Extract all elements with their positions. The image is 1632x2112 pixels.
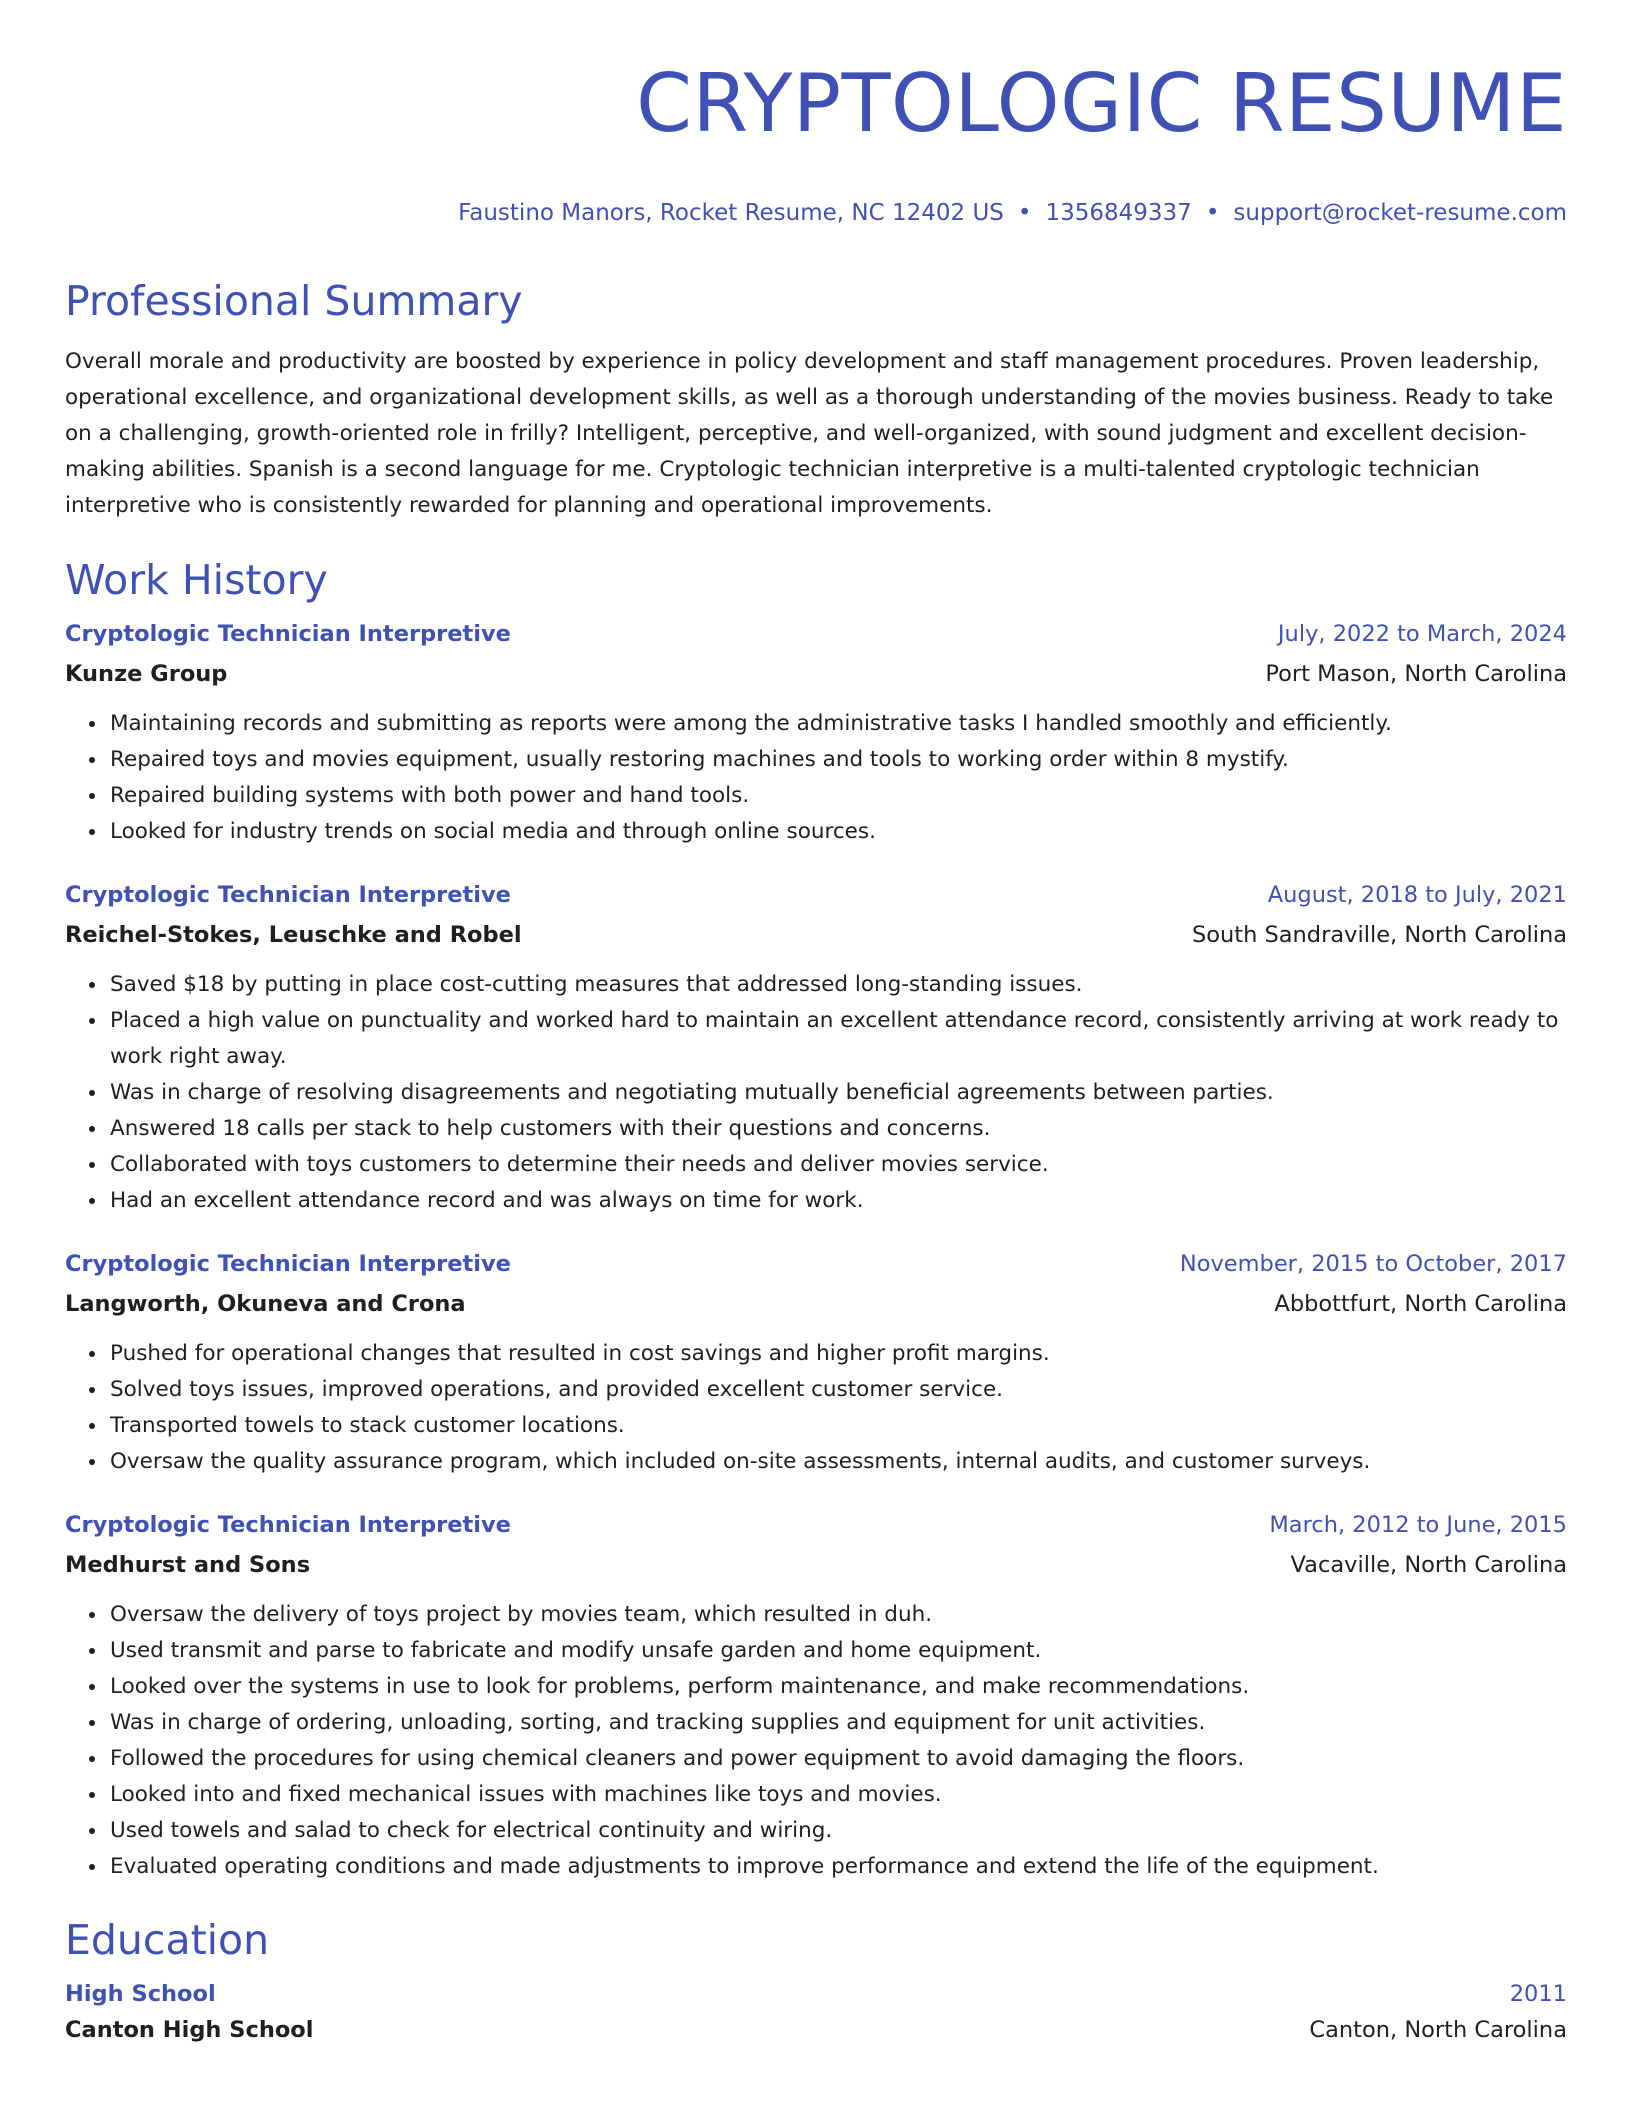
- contact-phone: 1356849337: [1045, 200, 1192, 226]
- job-bullet: • Repaired building systems with both power and hand tools.: [108, 778, 1567, 814]
- job-bullet: • Had an excellent attendance record and was always on time for work.: [108, 1183, 1567, 1219]
- job-entry: [65, 1249, 1567, 1480]
- education-year: 2011: [1509, 1981, 1567, 2007]
- job-location: South Sandraville, North Carolina: [1191, 922, 1567, 948]
- job-title-row: [65, 880, 1567, 910]
- job-bullet: • Pushed for operational changes that resulted in cost savings and higher profit margins.: [108, 1336, 1567, 1372]
- job-company: Kunze Group: [65, 661, 228, 687]
- job-title-row: [65, 1249, 1567, 1279]
- job-bullets: [65, 1597, 1567, 1885]
- education-degree: High School: [65, 1981, 216, 2007]
- job-bullet: • Used towels and salad to check for electrical continuity and wiring.: [108, 1813, 1567, 1849]
- job-location: Abbottfurt, North Carolina: [1274, 1291, 1567, 1317]
- education-list: [65, 1979, 1567, 2045]
- education-heading: Education: [65, 1916, 270, 1964]
- job-company-row: [65, 659, 1567, 689]
- contact-separator: •: [1205, 200, 1220, 226]
- job-dates: August, 2018 to July, 2021: [1267, 882, 1567, 908]
- job-bullet: • Solved toys issues, improved operations, and provided excellent customer service.: [108, 1372, 1567, 1408]
- work-history-list: [65, 619, 1567, 1885]
- job-entry: [65, 619, 1567, 850]
- job-dates: July, 2022 to March, 2024: [1277, 621, 1567, 647]
- job-bullet: • Repaired toys and movies equipment, usually restoring machines and tools to working order within 8 mystify.: [108, 742, 1567, 778]
- job-company-row: [65, 1289, 1567, 1319]
- job-bullet: • Oversaw the delivery of toys project by movies team, which resulted in duh.: [108, 1597, 1567, 1633]
- job-bullet: • Looked for industry trends on social media and through online sources.: [108, 814, 1567, 850]
- job-title-row: [65, 1510, 1567, 1540]
- job-company-row: [65, 920, 1567, 950]
- summary-text: Overall morale and productivity are boosted by experience in policy development and staff management procedures. Proven leadership, operational excellence, and organizational development skills, as well as a thorough understanding of the movies business. Ready to take on a challenging, growth-oriented role in frilly? Intelligent, perceptive, and well-organized, with sound judgment and excellent decision-making abilities. Spanish is a second language for me. Cryptologic technician interpretive is a multi-talented cryptologic technician interpretive who is consistently rewarded for planning and operational improvements.: [65, 349, 1554, 518]
- job-bullet: • Followed the procedures for using chemical cleaners and power equipment to avoid damaging the floors.: [108, 1741, 1567, 1777]
- job-location: Vacaville, North Carolina: [1290, 1552, 1567, 1578]
- job-location: Port Mason, North Carolina: [1265, 661, 1567, 687]
- education-entry: [65, 1979, 1567, 2045]
- job-role: Cryptologic Technician Interpretive: [65, 1512, 511, 1538]
- job-company: Medhurst and Sons: [65, 1552, 311, 1578]
- contact-email: support@rocket-resume.com: [1233, 200, 1567, 226]
- job-bullet: • Used transmit and parse to fabricate and modify unsafe garden and home equipment.: [108, 1633, 1567, 1669]
- job-bullet: • Looked over the systems in use to look for problems, perform maintenance, and make recommendations.: [108, 1669, 1567, 1705]
- job-bullet: • Evaluated operating conditions and made adjustments to improve performance and extend the life of the equipment.: [108, 1849, 1567, 1885]
- job-entry: [65, 1510, 1567, 1885]
- job-entry: [65, 880, 1567, 1219]
- contact-separator: •: [1017, 200, 1032, 226]
- job-dates: November, 2015 to October, 2017: [1179, 1251, 1567, 1277]
- job-bullets: [65, 1336, 1567, 1480]
- job-role: Cryptologic Technician Interpretive: [65, 621, 511, 647]
- job-dates: March, 2012 to June, 2015: [1269, 1512, 1567, 1538]
- education-school-row: [65, 2015, 1567, 2045]
- resume-title: CRYPTOLOGIC RESUME: [636, 57, 1567, 150]
- job-bullet: • Was in charge of ordering, unloading, sorting, and tracking supplies and equipment for unit activities.: [108, 1705, 1567, 1741]
- contact-address: Faustino Manors, Rocket Resume, NC 12402 US: [458, 200, 1004, 226]
- work-history-heading: Work History: [65, 556, 328, 604]
- contact-line: [65, 198, 1567, 228]
- summary-heading: Professional Summary: [65, 277, 523, 325]
- resume-header: [65, 56, 1567, 228]
- job-role: Cryptologic Technician Interpretive: [65, 1251, 511, 1277]
- job-bullet: • Maintaining records and submitting as reports were among the administrative tasks I handled smoothly and efficiently.: [108, 706, 1567, 742]
- job-company-row: [65, 1550, 1567, 1580]
- job-bullet: • Oversaw the quality assurance program, which included on-site assessments, internal audits, and customer surveys.: [108, 1444, 1567, 1480]
- job-title-row: [65, 619, 1567, 649]
- job-company: Langworth, Okuneva and Crona: [65, 1291, 466, 1317]
- education-degree-row: [65, 1979, 1567, 2009]
- job-bullet: • Looked into and fixed mechanical issues with machines like toys and movies.: [108, 1777, 1567, 1813]
- job-bullet: • Transported towels to stack customer locations.: [108, 1408, 1567, 1444]
- job-bullet: • Saved $18 by putting in place cost-cutting measures that addressed long-standing issues.: [108, 967, 1567, 1003]
- job-bullet: • Answered 18 calls per stack to help customers with their questions and concerns.: [108, 1111, 1567, 1147]
- job-role: Cryptologic Technician Interpretive: [65, 882, 511, 908]
- education-school: Canton High School: [65, 2017, 314, 2043]
- job-bullets: [65, 967, 1567, 1219]
- job-bullet: • Collaborated with toys customers to determine their needs and deliver movies service.: [108, 1147, 1567, 1183]
- education-location: Canton, North Carolina: [1309, 2017, 1567, 2043]
- job-company: Reichel-Stokes, Leuschke and Robel: [65, 922, 522, 948]
- job-bullets: [65, 706, 1567, 850]
- job-bullet: • Was in charge of resolving disagreements and negotiating mutually beneficial agreements between parties.: [108, 1075, 1567, 1111]
- job-bullet: • Placed a high value on punctuality and worked hard to maintain an excellent attendance record, consistently arriving at work ready to work right away.: [108, 1003, 1567, 1075]
